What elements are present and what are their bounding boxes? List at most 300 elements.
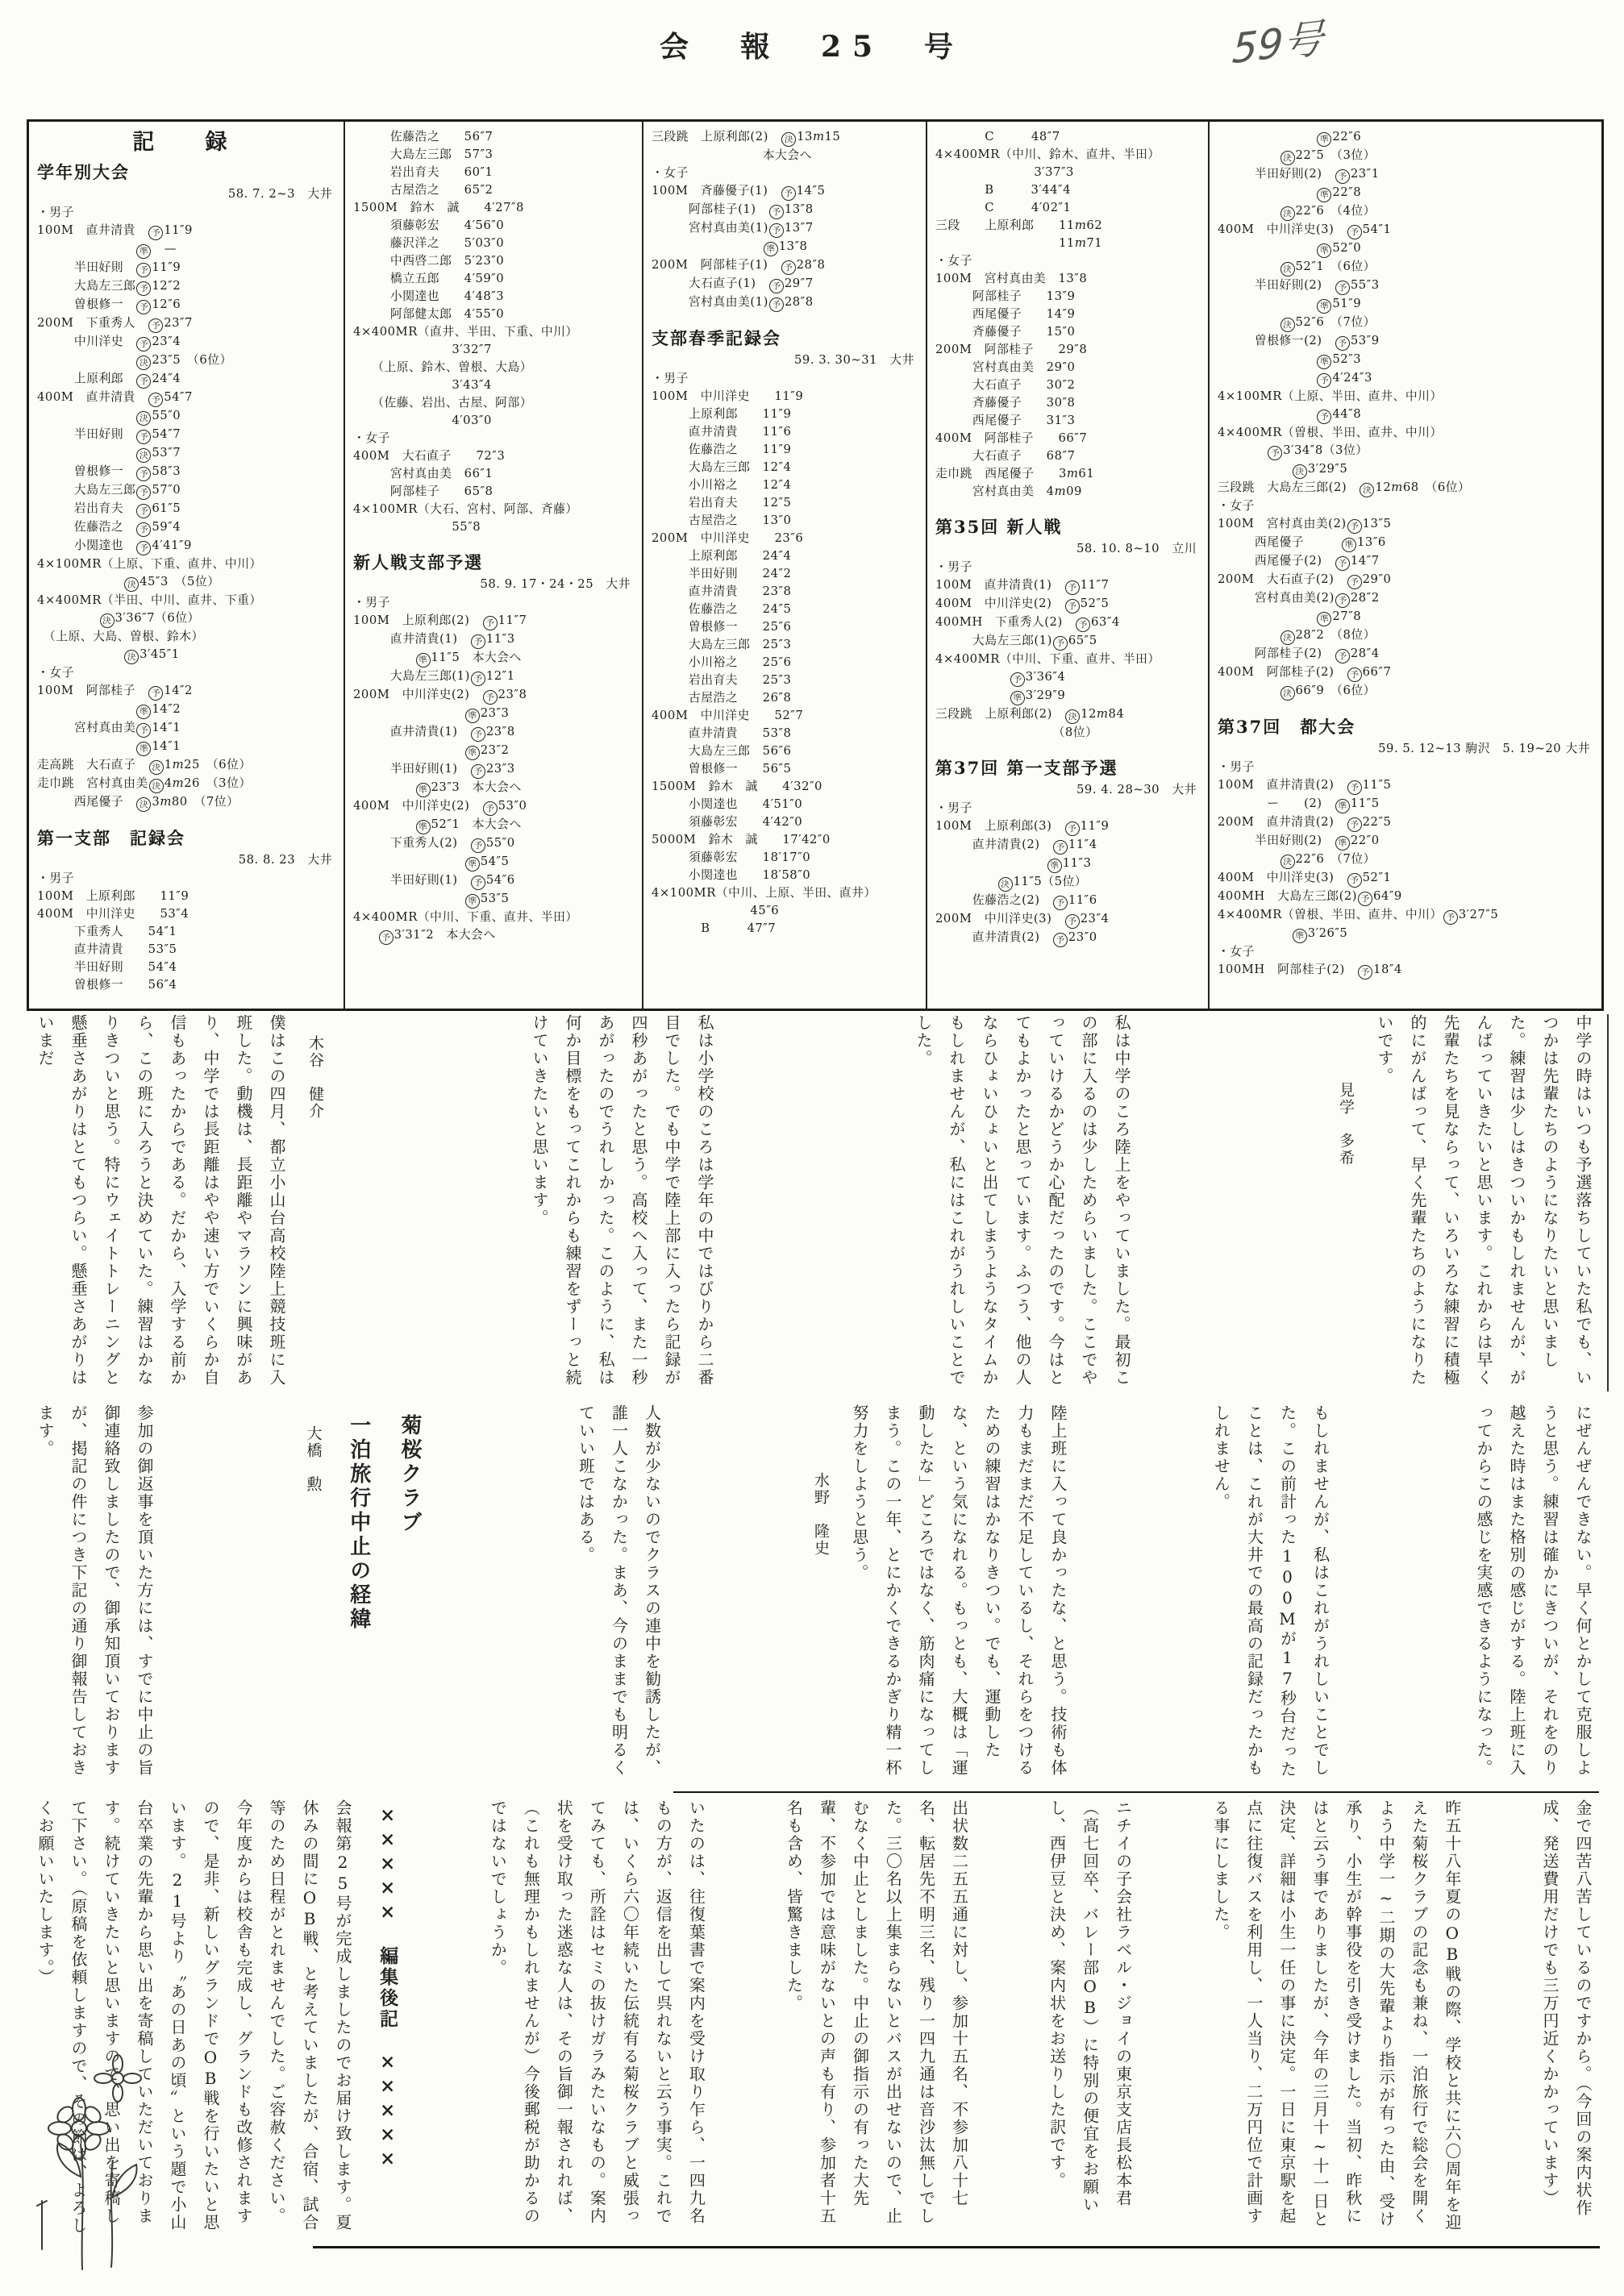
record-line: 古屋浩之 65″2 xyxy=(353,183,493,197)
record-line: 決 53″7 xyxy=(37,444,337,463)
round-mark-icon: 準 xyxy=(1335,799,1350,813)
round-mark-icon: 予 xyxy=(1053,636,1068,651)
record-line: 200M 阿部桂子 29″8 xyxy=(935,343,1088,356)
round-mark-icon: 予 xyxy=(136,430,151,444)
record-line: 決 22″6 （7位） xyxy=(1218,851,1595,869)
record-line: 400M 中川洋史 52″7 xyxy=(652,709,804,722)
record-line: （佐藤、岩出、古屋、阿部） xyxy=(353,396,533,410)
article-body: 陸上班に入って良かったな、と思う。技術も体力もまだまだ不足しているし、それらをつけるための練習はかなりきつい。でも、運動したな、という気になれる。もっとも、大概は「運動したな」どころではなく、筋肉痛になってしまう。この一年、とにかくできるかぎり精一杯努力をしようと思う。 xyxy=(849,1404,1068,1777)
article-body: ニチイの子会社ラベル・ジョイの東京支店長松本君（高七回卒、バレー部OB）に特別の便宜をお願いし、西伊豆と決め、案内状をお送りした訳です。 xyxy=(1047,1799,1133,2214)
round-mark-icon: 予 xyxy=(1053,840,1068,855)
record-line: 100M 上原利郎 11″9 xyxy=(37,889,189,903)
record-line: 4×400MR（半田、中川、直井、下重） xyxy=(37,593,262,607)
round-mark-icon: 予 xyxy=(1335,593,1350,608)
record-line: 走巾跳 西尾優子 3m61 xyxy=(935,467,1095,480)
round-mark-icon: 予 xyxy=(1053,933,1068,947)
article-body: もしれませんが、私はこれがうれしいことでした。この前計った100Mが17秒台だったことは、これが大井での最高の記録だったかもしれません。 xyxy=(1211,1404,1330,1778)
record-line: 100M 宮村真由美 13″8 xyxy=(935,272,1088,285)
record-line: 阿部桂子 13″9 xyxy=(935,289,1076,303)
record-line: 三段 上原利郎 11m62 xyxy=(935,218,1103,232)
record-line: 予 4′24″3 xyxy=(1218,369,1595,388)
round-mark-icon: 準 xyxy=(1317,132,1331,147)
record-line: 5000M 鈴木 誠 17′42″0 xyxy=(652,833,831,846)
record-line: 曽根修一 予 58″3 xyxy=(37,463,337,481)
article-body: 参加の御返事を頂いた方には、すでに中止の旨御連絡致しましたので、御承知頂いておりますが、掲記の件につき下記の通り御報告しておきます。 xyxy=(35,1404,154,1777)
round-mark-icon: 予 xyxy=(1347,225,1362,239)
record-line xyxy=(652,312,919,323)
record-line: 準 13″8 xyxy=(652,238,919,256)
record-line: 準 54″5 xyxy=(353,853,635,871)
round-mark-icon: 予 xyxy=(769,297,784,312)
records-table-section xyxy=(27,119,1604,1011)
round-mark-icon: 予 xyxy=(1010,672,1025,687)
round-mark-icon: 予 xyxy=(1268,446,1282,460)
record-line: 上原利郎 24″4 xyxy=(652,549,792,563)
record-line: 佐藤浩之(2) 予 11″6 xyxy=(935,892,1201,910)
record-line: 中川洋史 予 23″4 xyxy=(37,333,337,351)
record-line: 決 66″9 （6位） xyxy=(1218,682,1595,701)
record-line: 予 3′34″8（3位） xyxy=(1218,442,1595,460)
record-line: 下重秀人(2) 予 55″0 xyxy=(353,834,635,853)
round-mark-icon: 準 xyxy=(136,705,151,719)
record-line: 小関達也 4′51″0 xyxy=(652,797,803,811)
record-line: 走高跳 大石直子 決 1m25 （6位） xyxy=(37,756,337,775)
record-line: 決 3′45″1 xyxy=(37,646,337,664)
record-line: 100M 上原利郎(2) 予 11″7 xyxy=(353,612,635,630)
essay-article xyxy=(569,1404,668,1790)
record-line: 藤沢洋之 5′03″0 xyxy=(353,236,505,250)
round-mark-icon: 予 xyxy=(1076,618,1090,632)
horizontal-divider xyxy=(313,2246,1600,2248)
record-line: ・女子 xyxy=(1218,945,1255,959)
round-mark-icon: 予 xyxy=(471,838,485,853)
record-line: 西尾優子 決 3m80 （7位） xyxy=(37,793,337,812)
article-body: いたのは、往復葉書で案内を受け取り乍ら、一四九名もの方が、返信を出して呉れないと云う事実。これでは、いくら六〇年続いた伝統有る菊桜クラブと威張ってみても、所詮はセミの抜けガラみたいなもの。案内状を受け取った迷惑な人は、その旨御一報されれば、（これも無理かもしれませんが）今後郵税が助かるのではないでしょうか。 xyxy=(488,1799,706,2225)
record-line: 曽根修一 56″5 xyxy=(652,762,792,776)
record-line: 決 52″6 （7位） xyxy=(1218,314,1595,332)
round-mark-icon: 決 xyxy=(1065,709,1080,724)
round-mark-icon: 準 xyxy=(136,244,151,259)
article-author: 水野 隆史 xyxy=(811,1472,830,1557)
record-line: 大石直子 68″7 xyxy=(935,449,1076,463)
round-mark-icon: 準 xyxy=(1317,188,1331,202)
round-mark-icon: 予 xyxy=(1317,410,1331,424)
record-line: ・男子 xyxy=(353,596,390,609)
round-mark-icon: 決 xyxy=(136,448,151,463)
record-line: 西尾優子(2) 予 14″7 xyxy=(1218,552,1595,571)
record-column xyxy=(1208,122,1601,1009)
record-line: 阿部桂子 65″8 xyxy=(353,485,493,498)
record-line: 400M 中川洋史 53″4 xyxy=(37,907,189,921)
record-line: 小関達也 4′48″3 xyxy=(353,289,505,303)
round-mark-icon: 予 xyxy=(471,876,485,890)
round-mark-icon: 予 xyxy=(1335,336,1350,351)
article-body: 私は小学校のころは学年の中ではびりから二番目でした。でも中学で陸上部に入ったら記録が四秒あがったと思う。高校へ入って、また一秒あがったのでうれしかった。このように、私は何か目標をもってこれからも練習をずーっと続けていきたいと思います。 xyxy=(529,1014,714,1387)
round-mark-icon: 予 xyxy=(136,467,151,481)
round-mark-icon: 予 xyxy=(471,764,485,779)
record-line: 西尾優子 14″9 xyxy=(935,307,1076,321)
round-mark-icon: 予 xyxy=(136,337,151,351)
record-line: 曽根修一 56″4 xyxy=(37,978,177,992)
record-line: 4×100MR（中川、上原、半田、直井） xyxy=(652,886,877,900)
record-line: 準 11″3 xyxy=(935,855,1201,873)
round-mark-icon: 予 xyxy=(1335,649,1350,663)
record-line: 準 51″9 xyxy=(1218,295,1595,314)
record-line: 宮村真由美(2) 予 28″2 xyxy=(1218,589,1595,608)
page-title: 会 報 25 号 xyxy=(659,30,965,64)
record-line: 100M 直井清貴 予 11″9 xyxy=(37,222,337,240)
article-body: 会報第25号が完成しましたのでお届け致します。夏休みの間にOB戦、と考えていましたが、合宿、試合等のため日程がとれませんでした。ご容赦ください。今年度からは校舎も完成し、グランドも改修されますので、是非、新しいグランドでOB戦を行いたいと思います。21号より〝あの日あの頃〟という題で小山台卒業の先輩から思い出を寄稿していただいております。続けていきたいと思いますので、思い出を寄稿して下さい。（原稿を依頼しますので、その節は、よろしくお願いいたします。） xyxy=(35,1799,352,2235)
round-mark-icon: 準 xyxy=(1317,355,1331,369)
record-line: 準 22″8 xyxy=(1218,184,1595,202)
record-line: 準 53″5 xyxy=(353,890,635,909)
round-mark-icon: 予 xyxy=(136,522,151,537)
round-mark-icon: 予 xyxy=(136,723,151,738)
record-line xyxy=(37,812,337,823)
record-line: 直井清貴(2) 予 11″4 xyxy=(935,836,1201,855)
record-line: 走巾跳 宮村真由美 決 4m26 （3位） xyxy=(37,775,337,793)
record-line: 決 22″6 （4位） xyxy=(1218,202,1595,221)
round-mark-icon: 予 xyxy=(136,374,151,389)
record-line: 400M 阿部桂子 66″7 xyxy=(935,431,1088,445)
record-line: 半田好則(1) 予 54″6 xyxy=(353,871,635,890)
record-line: 400M 中川洋史(3) 予 52″1 xyxy=(1218,869,1595,888)
record-line: 4×400MR（曽根、半田、直井、中川） 予 3′27″5 xyxy=(1218,906,1595,925)
record-line: 100MH 阿部桂子(2) 予 18″4 xyxy=(1218,961,1595,980)
record-line: 直井清貴 11″6 xyxy=(652,425,792,439)
horizontal-divider xyxy=(673,1791,1599,1793)
record-line: 佐藤浩之 11″9 xyxy=(652,443,792,456)
round-mark-icon: 決 xyxy=(149,760,164,775)
record-line: 宮村真由美 66″1 xyxy=(353,467,493,480)
record-line: 阿部健太郎 4′55″0 xyxy=(353,307,505,321)
record-line: 100M 直井清貴(2) 予 11″5 xyxy=(1218,776,1595,795)
record-line: 宮村真由美(1) 予 28″8 xyxy=(652,293,919,312)
record-line: 須藤彰宏 4′42″0 xyxy=(652,815,803,829)
record-line: 決 52″1 （6位） xyxy=(1218,258,1595,277)
round-mark-icon: 予 xyxy=(471,727,485,742)
record-line: 曽根修一 予 12″6 xyxy=(37,296,337,314)
record-line: 大島左三郎(1) 予 65″5 xyxy=(935,632,1201,651)
round-mark-icon: 準 xyxy=(1342,538,1356,552)
record-line: 宮村真由美 4m09 xyxy=(935,485,1082,498)
round-mark-icon: 予 xyxy=(1335,556,1350,571)
essay-article xyxy=(1040,1799,1139,2241)
round-mark-icon: 予 xyxy=(483,616,498,630)
round-mark-icon: 予 xyxy=(1358,965,1372,980)
record-line: 100M 中川洋史 11″9 xyxy=(652,389,804,403)
round-mark-icon: 決 xyxy=(1280,206,1295,221)
record-line: ー (2) 準 11″5 xyxy=(1218,795,1595,813)
article-author: 大橋 勲 xyxy=(304,1425,323,1493)
record-line: 400M 中川洋史(2) 予 53″0 xyxy=(353,797,635,816)
round-mark-icon: 決 xyxy=(1280,151,1295,165)
essay-article xyxy=(1204,1404,1336,1790)
record-line: 半田好則(1) 予 23″3 xyxy=(353,760,635,779)
record-line: 直井清貴 53″8 xyxy=(652,726,792,740)
record-line: 1500M 鈴木 誠 4′27″8 xyxy=(353,201,524,214)
record-line: 決 22″5 （3位） xyxy=(1218,147,1595,165)
round-mark-icon: 予 xyxy=(1053,896,1068,910)
record-line: （上原、大島、曽根、鈴木） xyxy=(37,630,204,643)
article-title: 一泊旅行中止の経緯 xyxy=(346,1414,371,1632)
record-line: 4×100MR（上原、半田、直井、中川） xyxy=(1218,389,1443,403)
record-line xyxy=(935,742,1201,753)
article-body: 中学の時はいつも予選落ちしていた私でも、いつかは先輩たちのようになりたいと思いました。練習は少しはきついかもしれませんが、がんばっていきたいと思います。これからは早く先輩たちを見ならって、いろいろな練習に積極的にがんばって、早く先輩たちのようになりたいです。 xyxy=(1374,1014,1593,1387)
record-line: 58. 10. 8~10 立川 xyxy=(1076,542,1197,555)
record-line: 100M 阿部桂子 予 14″2 xyxy=(37,682,337,701)
record-line: 宮村真由美(1) 予 13″7 xyxy=(652,219,919,238)
round-mark-icon: 準 xyxy=(764,242,778,256)
round-mark-icon: 準 xyxy=(1047,859,1062,873)
round-mark-icon: 予 xyxy=(471,672,485,686)
round-mark-icon: 準 xyxy=(416,653,431,668)
record-line: 橋立五郎 4′59″0 xyxy=(353,272,505,285)
record-line: 400M 中川洋史(3) 予 54″1 xyxy=(1218,221,1595,239)
article-body: 私は中学のころ陸上をやっていました。最初この部に入るのは少しためらいました。ここでやっていけるかどうか心配だったのです。今はとてもよかったと思っています。ふつう、他の人ならひょいひょいと出てしまうようなタイムかもしれませんが、私にはこれがうれしいことでした。 xyxy=(914,1014,1131,1387)
record-line: 200M 阿部桂子(1) 予 28″8 xyxy=(652,256,919,275)
record-line: 400M 大石直子 72″3 xyxy=(353,449,506,463)
record-line xyxy=(935,501,1201,512)
record-line: 100M 直井清貴(1) 予 11″7 xyxy=(935,576,1201,595)
record-line: 準 27″8 xyxy=(1218,608,1595,626)
round-mark-icon: 予 xyxy=(136,281,151,296)
record-line: ・男子 xyxy=(37,206,74,219)
record-line: 阿部桂子(1) 予 13″8 xyxy=(652,201,919,219)
round-mark-icon: 準 xyxy=(1010,691,1025,705)
record-line: 直井清貴(2) 予 23″0 xyxy=(935,929,1201,947)
round-mark-icon: 決 xyxy=(1280,262,1295,277)
essay-article xyxy=(906,1014,1138,1391)
round-mark-icon: 準 xyxy=(416,820,431,834)
record-line: 準 3′26″5 xyxy=(1218,925,1595,943)
record-line: 200M 下重秀人 予 23″7 xyxy=(37,314,337,333)
record-line: ・男子 xyxy=(652,372,689,385)
record-line: 59. 4. 28~30 大井 xyxy=(1076,783,1197,797)
round-mark-icon: 予 xyxy=(1347,817,1362,832)
record-line: 4×400MR（曽根、半田、直井、中川） xyxy=(1218,426,1443,439)
round-mark-icon: 決 xyxy=(781,132,796,147)
record-line: 半田好則(2) 予 23″1 xyxy=(1218,165,1595,184)
record-line: 決 11″5（5位） xyxy=(935,873,1201,892)
record-line: 400M 直井清貴 予 54″7 xyxy=(37,389,337,407)
record-line: 直井清貴(1) 予 11″3 xyxy=(353,630,635,649)
record-line: 200M 大石直子(2) 予 29″0 xyxy=(1218,571,1595,589)
record-line: ・女子 xyxy=(1218,499,1255,513)
record-line: B 3′44″4 xyxy=(935,183,1071,197)
record-line: 決 3′29″5 xyxy=(1218,460,1595,479)
record-line: 100M 上原利郎(3) 予 11″9 xyxy=(935,817,1201,836)
record-line xyxy=(1218,701,1595,712)
record-line: 3′37″3 xyxy=(935,165,1074,179)
record-line: 西尾優子 準 13″6 xyxy=(1218,534,1595,552)
round-mark-icon: 予 xyxy=(148,686,163,701)
record-line: 直井清貴(1) 予 23″8 xyxy=(353,723,635,742)
essay-article xyxy=(798,1404,1074,1790)
round-mark-icon: 決 xyxy=(1280,686,1295,701)
record-line: 59. 5. 12~13 駒沢 5. 19~20 大井 xyxy=(1378,742,1590,755)
record-line: 第一支部 記録会 xyxy=(37,828,185,848)
essay-article xyxy=(1204,1799,1468,2241)
essay-article xyxy=(523,1014,721,1391)
record-line: 三段跳 上原利郎(2) 決 13m15 xyxy=(652,128,919,147)
record-line: ・女子 xyxy=(37,666,74,680)
record-line: 三段跳 上原利郎(2) 決 12m84 xyxy=(935,705,1201,724)
essay-article xyxy=(1533,1799,1599,2241)
record-line: 本大会へ xyxy=(652,148,812,162)
record-line: 半田好則 24″2 xyxy=(652,567,792,580)
record-line: 新人戦支部予選 xyxy=(353,552,483,572)
round-mark-icon: 予 xyxy=(1347,873,1362,888)
round-mark-icon: 決 xyxy=(136,356,151,370)
essay-article xyxy=(28,1014,337,1391)
record-line: 大島左三郎 57″3 xyxy=(353,148,493,161)
record-line: 佐藤浩之 56″7 xyxy=(353,130,493,144)
round-mark-icon: 予 xyxy=(1317,373,1331,388)
record-line: 大島左三郎 25″3 xyxy=(652,638,792,651)
record-line: 11m71 xyxy=(935,236,1103,250)
record-line: 三段跳 大島左三郎(2) 決 12m68 （6位） xyxy=(1218,479,1595,497)
round-mark-icon: 予 xyxy=(1347,780,1362,795)
record-line: 古屋浩之 13″0 xyxy=(652,514,792,527)
round-mark-icon: 予 xyxy=(1347,519,1362,534)
record-line: 小川裕之 25″6 xyxy=(652,655,792,669)
round-mark-icon: 決 xyxy=(149,779,164,793)
essay-article xyxy=(1467,1404,1599,1790)
record-line: 大島左三郎 56″6 xyxy=(652,744,792,758)
record-line: 半田好則 予 54″7 xyxy=(37,426,337,444)
record-column xyxy=(642,122,926,1009)
record-line: B 47″7 xyxy=(652,921,777,935)
record-line: ・男子 xyxy=(37,871,74,885)
record-line: 学年別大会 xyxy=(37,162,130,182)
record-line: 上原利郎 11″9 xyxy=(652,407,792,421)
record-line: ・男子 xyxy=(935,560,972,574)
record-line: 岩出育夫 25″3 xyxy=(652,673,792,687)
record-line: C 48″7 xyxy=(935,130,1060,144)
round-mark-icon: 予 xyxy=(1335,169,1350,184)
record-line: 大石直子(1) 予 29″7 xyxy=(652,275,919,293)
round-mark-icon: 予 xyxy=(136,504,151,518)
record-line: 半田好則(2) 予 55″3 xyxy=(1218,277,1595,295)
round-mark-icon: 予 xyxy=(379,930,394,945)
round-mark-icon: 決 xyxy=(1280,318,1295,332)
record-line: 西尾優子 31″3 xyxy=(935,414,1076,427)
record-line: 宮村真由美 29″0 xyxy=(935,360,1076,374)
record-line: 予 3′36″4 xyxy=(935,668,1201,687)
record-line: 直井清貴 23″8 xyxy=(652,584,792,598)
round-mark-icon: 予 xyxy=(781,186,796,201)
record-line: 100M 斉藤優子(1) 予 14″5 xyxy=(652,182,919,201)
record-line: 大石直子 30″2 xyxy=(935,378,1076,392)
round-mark-icon: 決 xyxy=(1280,855,1295,869)
round-mark-icon: 準 xyxy=(1317,243,1331,258)
record-line: 半田好則(2) 準 22″0 xyxy=(1218,832,1595,851)
record-line: 58. 8. 23 大井 xyxy=(238,853,332,867)
article-author: 見学 多希 xyxy=(1336,1082,1355,1167)
record-line: 大島左三郎 予 12″2 xyxy=(37,277,337,296)
round-mark-icon: 予 xyxy=(1065,580,1080,595)
record-line: 上原利郎 予 24″4 xyxy=(37,370,337,389)
record-line: 400MH 下重秀人(2) 予 63″4 xyxy=(935,614,1201,632)
essays-band-1 xyxy=(28,1014,1609,1391)
record-line: 準 3′29″9 xyxy=(935,687,1201,705)
record-line: 3′43″4 xyxy=(353,378,492,392)
record-line: 3′32″7 xyxy=(353,343,492,356)
record-line: ・男子 xyxy=(935,801,972,815)
record-line: （8位） xyxy=(935,726,1098,739)
round-mark-icon: 予 xyxy=(1065,599,1080,614)
round-mark-icon: 予 xyxy=(148,318,163,333)
round-mark-icon: 予 xyxy=(1335,281,1350,295)
round-mark-icon: 予 xyxy=(1347,575,1362,589)
essay-article xyxy=(777,1799,975,2241)
round-mark-icon: 予 xyxy=(769,279,784,293)
record-line: 決 55″0 xyxy=(37,407,337,426)
article-body: 昨五十八年夏のOB戦の際、学校と共に六〇周年を迎えた菊桜クラブの記念も兼ね、一泊旅行で総会を開くよう中学一~二期の大先輩より指示が有った由、受け承り、小生が幹事役を引き受けました。当初、昨秋にはと云う事でありましたが、今年の三月十~十一日と決定、詳細は小生一任の事に決定。一日に東京駅を起点に往復バスを利用し、一人当り、二万円位で計画する事にしました。 xyxy=(1210,1799,1462,2232)
record-column xyxy=(29,122,344,1009)
round-mark-icon: 予 xyxy=(148,393,163,407)
record-line: 400MH 大島左三郎(2) 予 64″9 xyxy=(1218,888,1595,906)
record-line: 4×400MR（中川、下重、直井、半田） xyxy=(935,652,1160,666)
flower-sketch-illustration xyxy=(34,2048,187,2273)
round-mark-icon: 準 xyxy=(1293,929,1307,943)
round-mark-icon: 決 xyxy=(998,877,1013,892)
editorial-title: ××××× 編集後記 ××××× xyxy=(377,1804,399,2172)
record-line: 58. 9. 17・24・25 大井 xyxy=(480,577,631,591)
record-line: ・男子 xyxy=(1218,760,1255,774)
record-line: 200M 中川洋史(3) 予 23″4 xyxy=(935,910,1201,929)
round-mark-icon: 準 xyxy=(465,894,480,909)
record-line: 佐藤浩之 24″5 xyxy=(652,602,792,616)
record-line: 200M 直井清貴(2) 予 22″5 xyxy=(1218,813,1595,832)
record-line: 400M 阿部桂子(2) 予 66″7 xyxy=(1218,663,1595,682)
record-line: 直井清貴 53″5 xyxy=(37,942,177,956)
record-line: （上原、鈴木、曽根、大島） xyxy=(353,360,533,374)
record-line: 須藤彰宏 4′56″0 xyxy=(353,218,505,232)
record-line: 200M 中川洋史 23″6 xyxy=(652,531,804,545)
record-line: 決 45″3 （5位） xyxy=(37,573,337,592)
record-line: ・女子 xyxy=(652,166,689,180)
essays-band-3 xyxy=(28,1799,1599,2241)
article-body: 人数が少ないのでクラスの連中を勧誘したが、誰一人こなかった。まあ、今のままでも明るくていい班ではある。 xyxy=(576,1404,662,1777)
record-line: 4′03″0 xyxy=(353,414,492,427)
round-mark-icon: 準 xyxy=(465,857,480,871)
round-mark-icon: 予 xyxy=(136,300,151,314)
article-body: にぜんぜんできない。早く何とかして克服しようと思う。練習は確かにきついが、それをのり越えた時はまた格別の感じがする。陸上班に入ってからこの感じを実感できるようになった。 xyxy=(1473,1404,1593,1777)
record-line: 岩出育夫 12″5 xyxy=(652,496,792,510)
round-mark-icon: 決 xyxy=(136,797,151,812)
record-line: C 4′02″1 xyxy=(935,201,1072,214)
record-line: 半田好則 予 11″9 xyxy=(37,259,337,277)
record-line: 45″6 xyxy=(652,904,780,917)
article-body: 僕はこの四月、都立小山台高校陸上競技班に入班した。動機は、長距離やマラソンに興味があり、中学では長距離はやや速い方でいくらか自信もあったからである。だから、入学する前から、この班に入ろうと決めていた。練習はかなりきついと思う。特にウェイトトレーニングと懸垂さあがりはとてもつらい。懸垂さあがりはいまだ xyxy=(35,1014,286,1387)
round-mark-icon: 予 xyxy=(1065,821,1080,836)
record-line: 岩出育夫 60″1 xyxy=(353,165,493,179)
round-mark-icon: 予 xyxy=(1347,668,1362,682)
record-line: 曽根修一 25″6 xyxy=(652,620,792,634)
record-line: 小関達也 予 4′41″9 xyxy=(37,537,337,555)
round-mark-icon: 予 xyxy=(148,226,163,240)
record-line: 準 23″3 xyxy=(353,705,635,723)
record-line: 100M 宮村真由美(2) 予 13″5 xyxy=(1218,515,1595,534)
record-line xyxy=(353,536,635,547)
round-mark-icon: 予 xyxy=(781,260,796,275)
record-line: 58. 7. 2~3 大井 xyxy=(227,187,332,201)
record-line: 小関達也 18′58″0 xyxy=(652,868,811,882)
record-line: 1500M 鈴木 誠 4′32″0 xyxy=(652,780,822,793)
round-mark-icon: 決 xyxy=(1293,464,1307,479)
